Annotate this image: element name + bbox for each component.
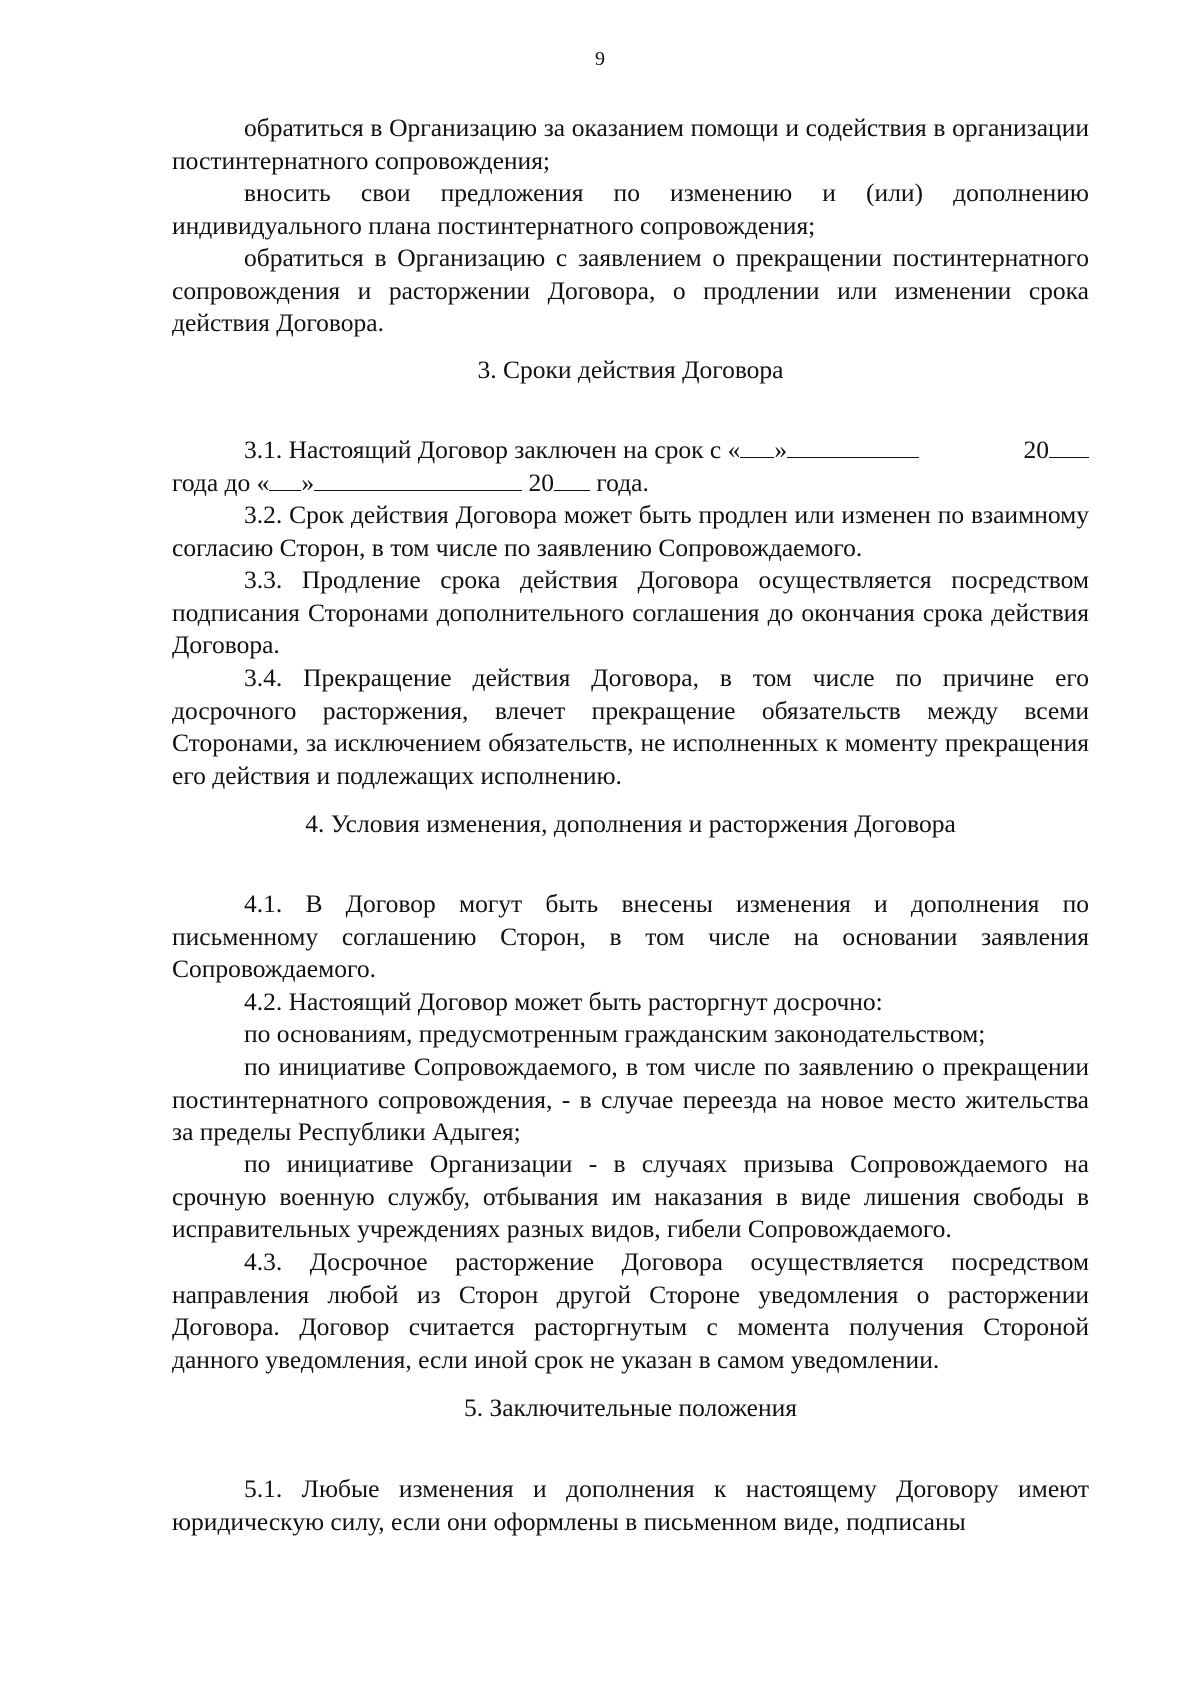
clause-5-1: 5.1. Любые изменения и дополнения к настоящему Договору имеют юридическую силу, если они оформлены в письменном виде, подписаны — [172, 1474, 1089, 1536]
clause-4-2-civil-law: по основаниям, предусмотренным гражданским законодательством; — [244, 1019, 986, 1048]
rights-item-proposals: вносить свои предложения по изменению и (или) дополнению индивидуального плана постинтернатного сопровождения; — [172, 178, 1089, 240]
rights-item-appeal: обратиться в Организацию за оказанием помощи и содействия в организации постинтернатного сопровождения; — [172, 113, 1089, 175]
year-prefix: 20 — [1023, 435, 1049, 464]
end-month-blank — [314, 468, 522, 491]
clause-4-1: 4.1. В Договор могут быть внесены изменения и дополнения по письменному соглашению Сторон, в том числе на основании заявления Сопровождаемого. — [172, 889, 1089, 983]
year-blank — [1049, 435, 1089, 458]
end-year-prefix: 20 — [528, 467, 554, 497]
quote-close-2: » — [301, 467, 315, 497]
clause-3-1 — [172, 434, 1089, 499]
clause-3-1-text: 3.1. Настоящий Договор заключен на срок с « — [244, 435, 741, 464]
day-blank — [740, 435, 774, 458]
clause-3-1-until: года до « — [172, 467, 270, 497]
clause-3-4: 3.4. Прекращение действия Договора, в том числе по причине его досрочного расторжения, влечет прекращение обязательств между всеми Сторонами, за исключением обязательств, не исполненных к моменту прекращения его действия и подлежащих исполнению. — [172, 663, 1089, 790]
month-blank — [787, 435, 919, 458]
section-5-heading: 5. Заключительные положения — [463, 1393, 798, 1422]
rights-item-termination-request: обратиться в Организацию с заявлением о прекращении постинтернатного сопровождения и расторжении Договора, о продлении или изменении срока действия Договора. — [172, 243, 1089, 337]
end-day-blank — [269, 468, 301, 491]
page-number: 9 — [595, 48, 605, 70]
clause-3-3: 3.3. Продление срока действия Договора осуществляется посредством подписания Сторонами дополнительного соглашения до окончания срока действия Договора. — [172, 565, 1089, 659]
clause-4-2-ward-initiative: по инициативе Сопровождаемого, в том числе по заявлению о прекращении постинтернатного сопровождения, - в случае переезда на новое место жительства за пределы Республики Адыгея; — [172, 1052, 1089, 1146]
quote-close: » — [774, 435, 788, 464]
clause-3-1-year-word: года. — [596, 467, 649, 497]
end-year-blank — [554, 468, 590, 491]
clause-4-2: 4.2. Настоящий Договор может быть расторгнут досрочно: — [244, 987, 883, 1016]
clause-4-3: 4.3. Досрочное расторжение Договора осуществляется посредством направления любой из Сторон другой Стороне уведомления о расторжении Договора. Договор считается расторгнутым с момента получения Стороной данного уведомления, если иной срок не указан в самом уведомлении. — [172, 1247, 1089, 1374]
clause-3-2: 3.2. Срок действия Договора может быть продлен или изменен по взаимному согласию Сторон, в том числе по заявлению Сопровождаемого. — [172, 500, 1089, 562]
clause-4-2-org-initiative: по инициативе Организации - в случаях призыва Сопровождаемого на срочную военную службу, отбывания им наказания в виде лишения свободы в исправительных учреждениях разных видов, гибели Сопровождаемого. — [172, 1149, 1089, 1243]
section-3-heading: 3. Сроки действия Договора — [477, 355, 784, 384]
section-4-heading: 4. Условия изменения, дополнения и расторжения Договора — [305, 809, 956, 838]
